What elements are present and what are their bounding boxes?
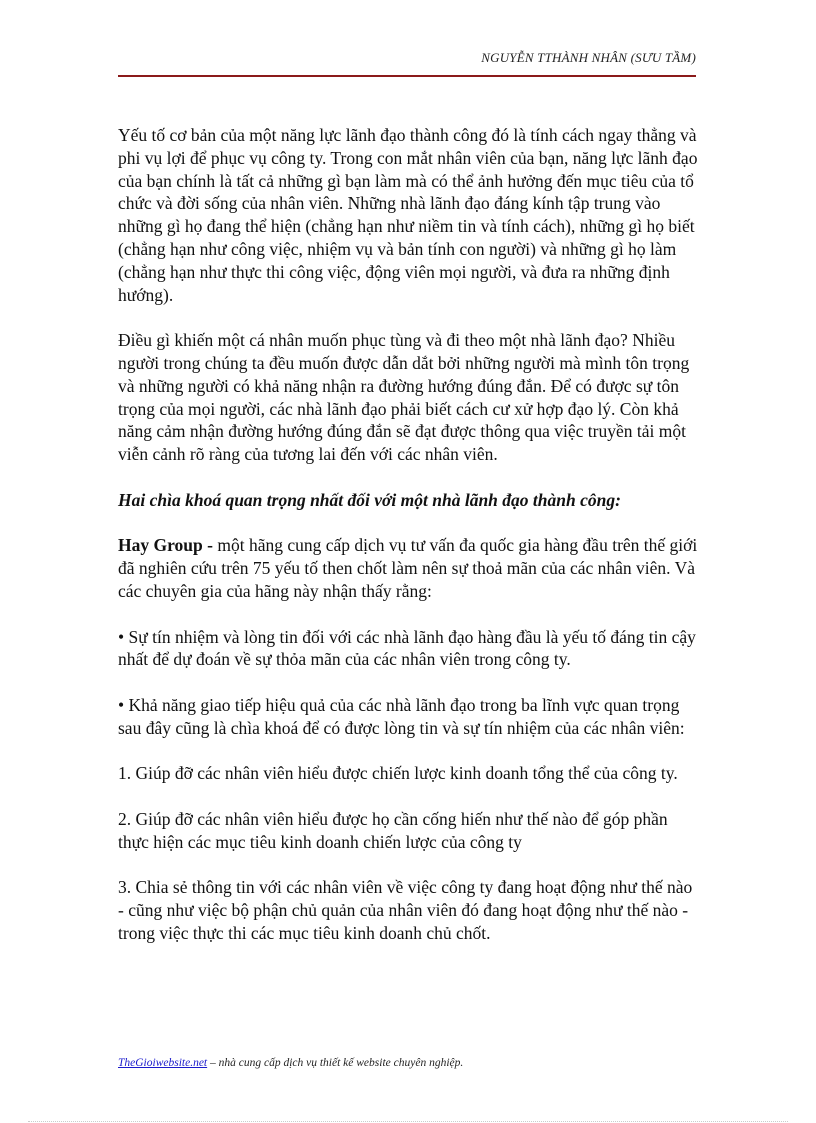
footer-website-link[interactable]: TheGioiwebsite.net <box>118 1057 208 1069</box>
hay-group-text: một hãng cung cấp dịch vụ tư vấn đa quốc gia hàng đầu trên thế giới đã nghiên cứu trên 75 yếu tố then chốt làm nên sự thoả mãn của các nhân viên. Và các chuyên gia của hãng này nhận thấy rằng: <box>118 535 698 601</box>
document-body <box>118 124 698 967</box>
paragraph-leadership-basics: Yếu tố cơ bản của một năng lực lãnh đạo thành công đó là tính cách ngay thẳng và phi vụ lợi để phục vụ công ty. Trong con mắt nhân viên của bạn, năng lực lãnh đạo của bạn chính là tất cả những gì bạn làm mà có thể ảnh hưởng đến mục tiêu của tổ chức và đời sống của nhân viên. Những nhà lãnh đạo đáng kính tập trung vào những gì họ đang thể hiện (chẳng hạn như niềm tin và tính cách), những gì họ biết (chẳng hạn như công việc, nhiệm vụ và bản tính con người) và những gì họ làm (chẳng hạn như thực thi công việc, động viên mọi người, và đưa ra những định hướng). <box>118 125 698 305</box>
list-item-strategy: 1. Giúp đỡ các nhân viên hiểu được chiến lược kinh doanh tổng thể của công ty. <box>118 763 678 784</box>
bullet-trust: • Sự tín nhiệm và lòng tin đối với các nhà lãnh đạo hàng đầu là yếu tố đáng tin cậy nhất để dự đoán về sự thỏa mãn của các nhân viên trong công ty. <box>118 626 696 670</box>
paragraph-hay-group <box>118 534 698 602</box>
page-header-author: NGUYỄN TTHÀNH NHÂN (SƯU TẦM) <box>481 50 696 65</box>
paragraph-following-leader: Điều gì khiến một cá nhân muốn phục tùng và đi theo một nhà lãnh đạo? Nhiều người trong chúng ta đều muốn được dẫn dắt bởi những người mà mình tôn trọng và những người có khả năng nhận ra đường hướng đúng đắn. Để có được sự tôn trọng của mọi người, các nhà lãnh đạo phải biết cách cư xử hợp đạo lý. Còn khả năng cảm nhận đường hướng đúng đắn sẽ đạt được thông qua việc truyền tải một viễn cảnh rõ ràng của tương lai đến với các nhân viên. <box>118 330 690 465</box>
hay-group-name: Hay Group - <box>118 535 213 556</box>
list-item-contribution: 2. Giúp đỡ các nhân viên hiểu được họ cần cống hiến như thế nào để góp phần thực hiện các mục tiêu kinh doanh chiến lược của công ty <box>118 808 668 852</box>
header-rule <box>118 75 696 77</box>
bullet-communication: • Khả năng giao tiếp hiệu quả của các nhà lãnh đạo trong ba lĩnh vực quan trọng sau đây cũng là chìa khoá để có được lòng tin và sự tín nhiệm của các nhân viên: <box>118 694 685 738</box>
list-item-information: 3. Chia sẻ thông tin với các nhân viên về việc công ty đang hoạt động như thế nào - cũng như việc bộ phận chủ quản của nhân viên đó đang hoạt động như thế nào - trong việc thực thi các mục tiêu kinh doanh chủ chốt. <box>118 877 693 943</box>
page-footer <box>118 1057 698 1069</box>
footer-tagline: – nhà cung cấp dịch vụ thiết kế website chuyên nghiệp. <box>207 1057 464 1069</box>
page-bottom-divider <box>28 1121 788 1122</box>
section-heading-two-keys: Hai chìa khoá quan trọng nhất đối với một nhà lãnh đạo thành công: <box>118 489 621 510</box>
